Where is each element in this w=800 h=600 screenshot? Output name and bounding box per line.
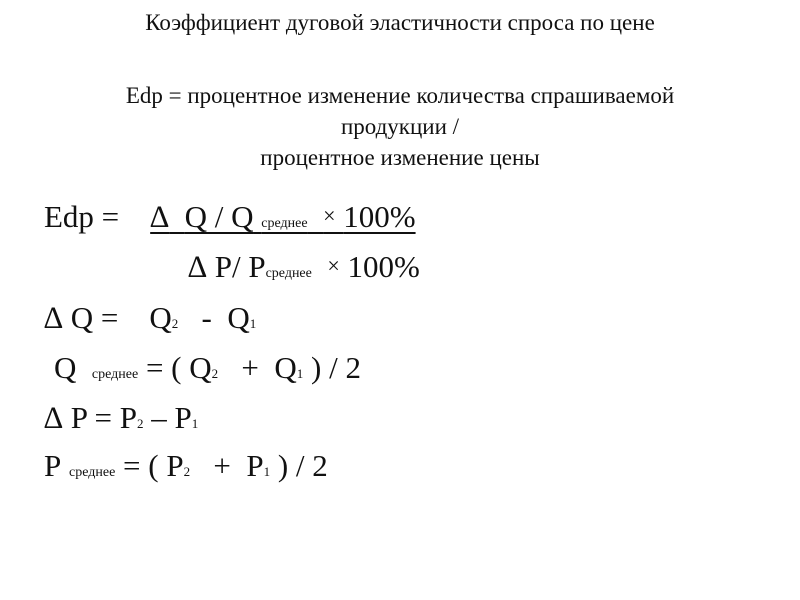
delta-q-minus: - [201, 300, 212, 335]
q-average-formula [54, 350, 361, 393]
numerator-times: × [323, 203, 336, 228]
numerator-percent: 100% [343, 199, 416, 234]
denominator-times: × [327, 253, 340, 278]
definition-line-3: процентное изменение цены [260, 145, 540, 170]
q-average-q: Q [54, 350, 77, 385]
edp-formula-denominator [188, 248, 420, 292]
p-average-tail: ) / 2 [277, 448, 328, 483]
definition-line-2: продукции / [340, 114, 460, 139]
p-average-index-2: 2 [183, 464, 191, 479]
q-average-plus: + [241, 350, 259, 385]
q-average-q1: Q [274, 350, 297, 385]
delta-p-index-1: 1 [191, 416, 199, 431]
denominator-sub: среднее [265, 266, 312, 281]
delta-q-q1: Q [227, 300, 250, 335]
delta-p-index-2: 2 [137, 416, 144, 431]
p-average-p: P [44, 448, 62, 483]
q-average-tail: ) / 2 [311, 350, 361, 385]
p-average-formula [44, 448, 328, 491]
q-average-sub: среднее [91, 367, 139, 382]
denominator-percent: 100% [347, 249, 420, 284]
numerator-expression [150, 199, 415, 234]
delta-p-formula [44, 400, 198, 442]
edp-formula-numerator [44, 198, 416, 242]
delta-p-dash: – P [151, 400, 192, 435]
p-average-eq: = ( P [123, 448, 184, 483]
numerator-sub: среднее [261, 216, 308, 231]
delta-p-lhs: ∆ P = P [44, 400, 138, 435]
delta-q-lhs: ∆ Q = [44, 300, 119, 335]
p-average-sub: среднее [69, 465, 116, 480]
denominator-delta: ∆ [188, 249, 207, 284]
q-average-index-1: 1 [296, 366, 304, 381]
delta-q-index-2: 2 [171, 316, 179, 331]
definition-block [40, 80, 760, 173]
denominator-p: P/ P [214, 249, 266, 284]
delta-q-index-1: 1 [249, 316, 257, 331]
edp-lhs: Edp = [44, 199, 120, 234]
p-average-p1: P [246, 448, 264, 483]
definition-line-1: Edp = процентное изменение количества спрашиваемой [125, 83, 675, 108]
delta-q-formula [44, 300, 256, 342]
q-average-index-2: 2 [211, 366, 219, 381]
p-average-plus: + [213, 448, 231, 483]
q-average-eq: = ( Q [145, 350, 212, 385]
numerator-delta: ∆ [150, 199, 170, 234]
p-average-index-1: 1 [263, 464, 271, 479]
numerator-q: Q / Q [184, 199, 254, 234]
delta-q-q2: Q [149, 300, 172, 335]
slide-title: Коэффициент дуговой эластичности спроса по цене [145, 10, 655, 35]
